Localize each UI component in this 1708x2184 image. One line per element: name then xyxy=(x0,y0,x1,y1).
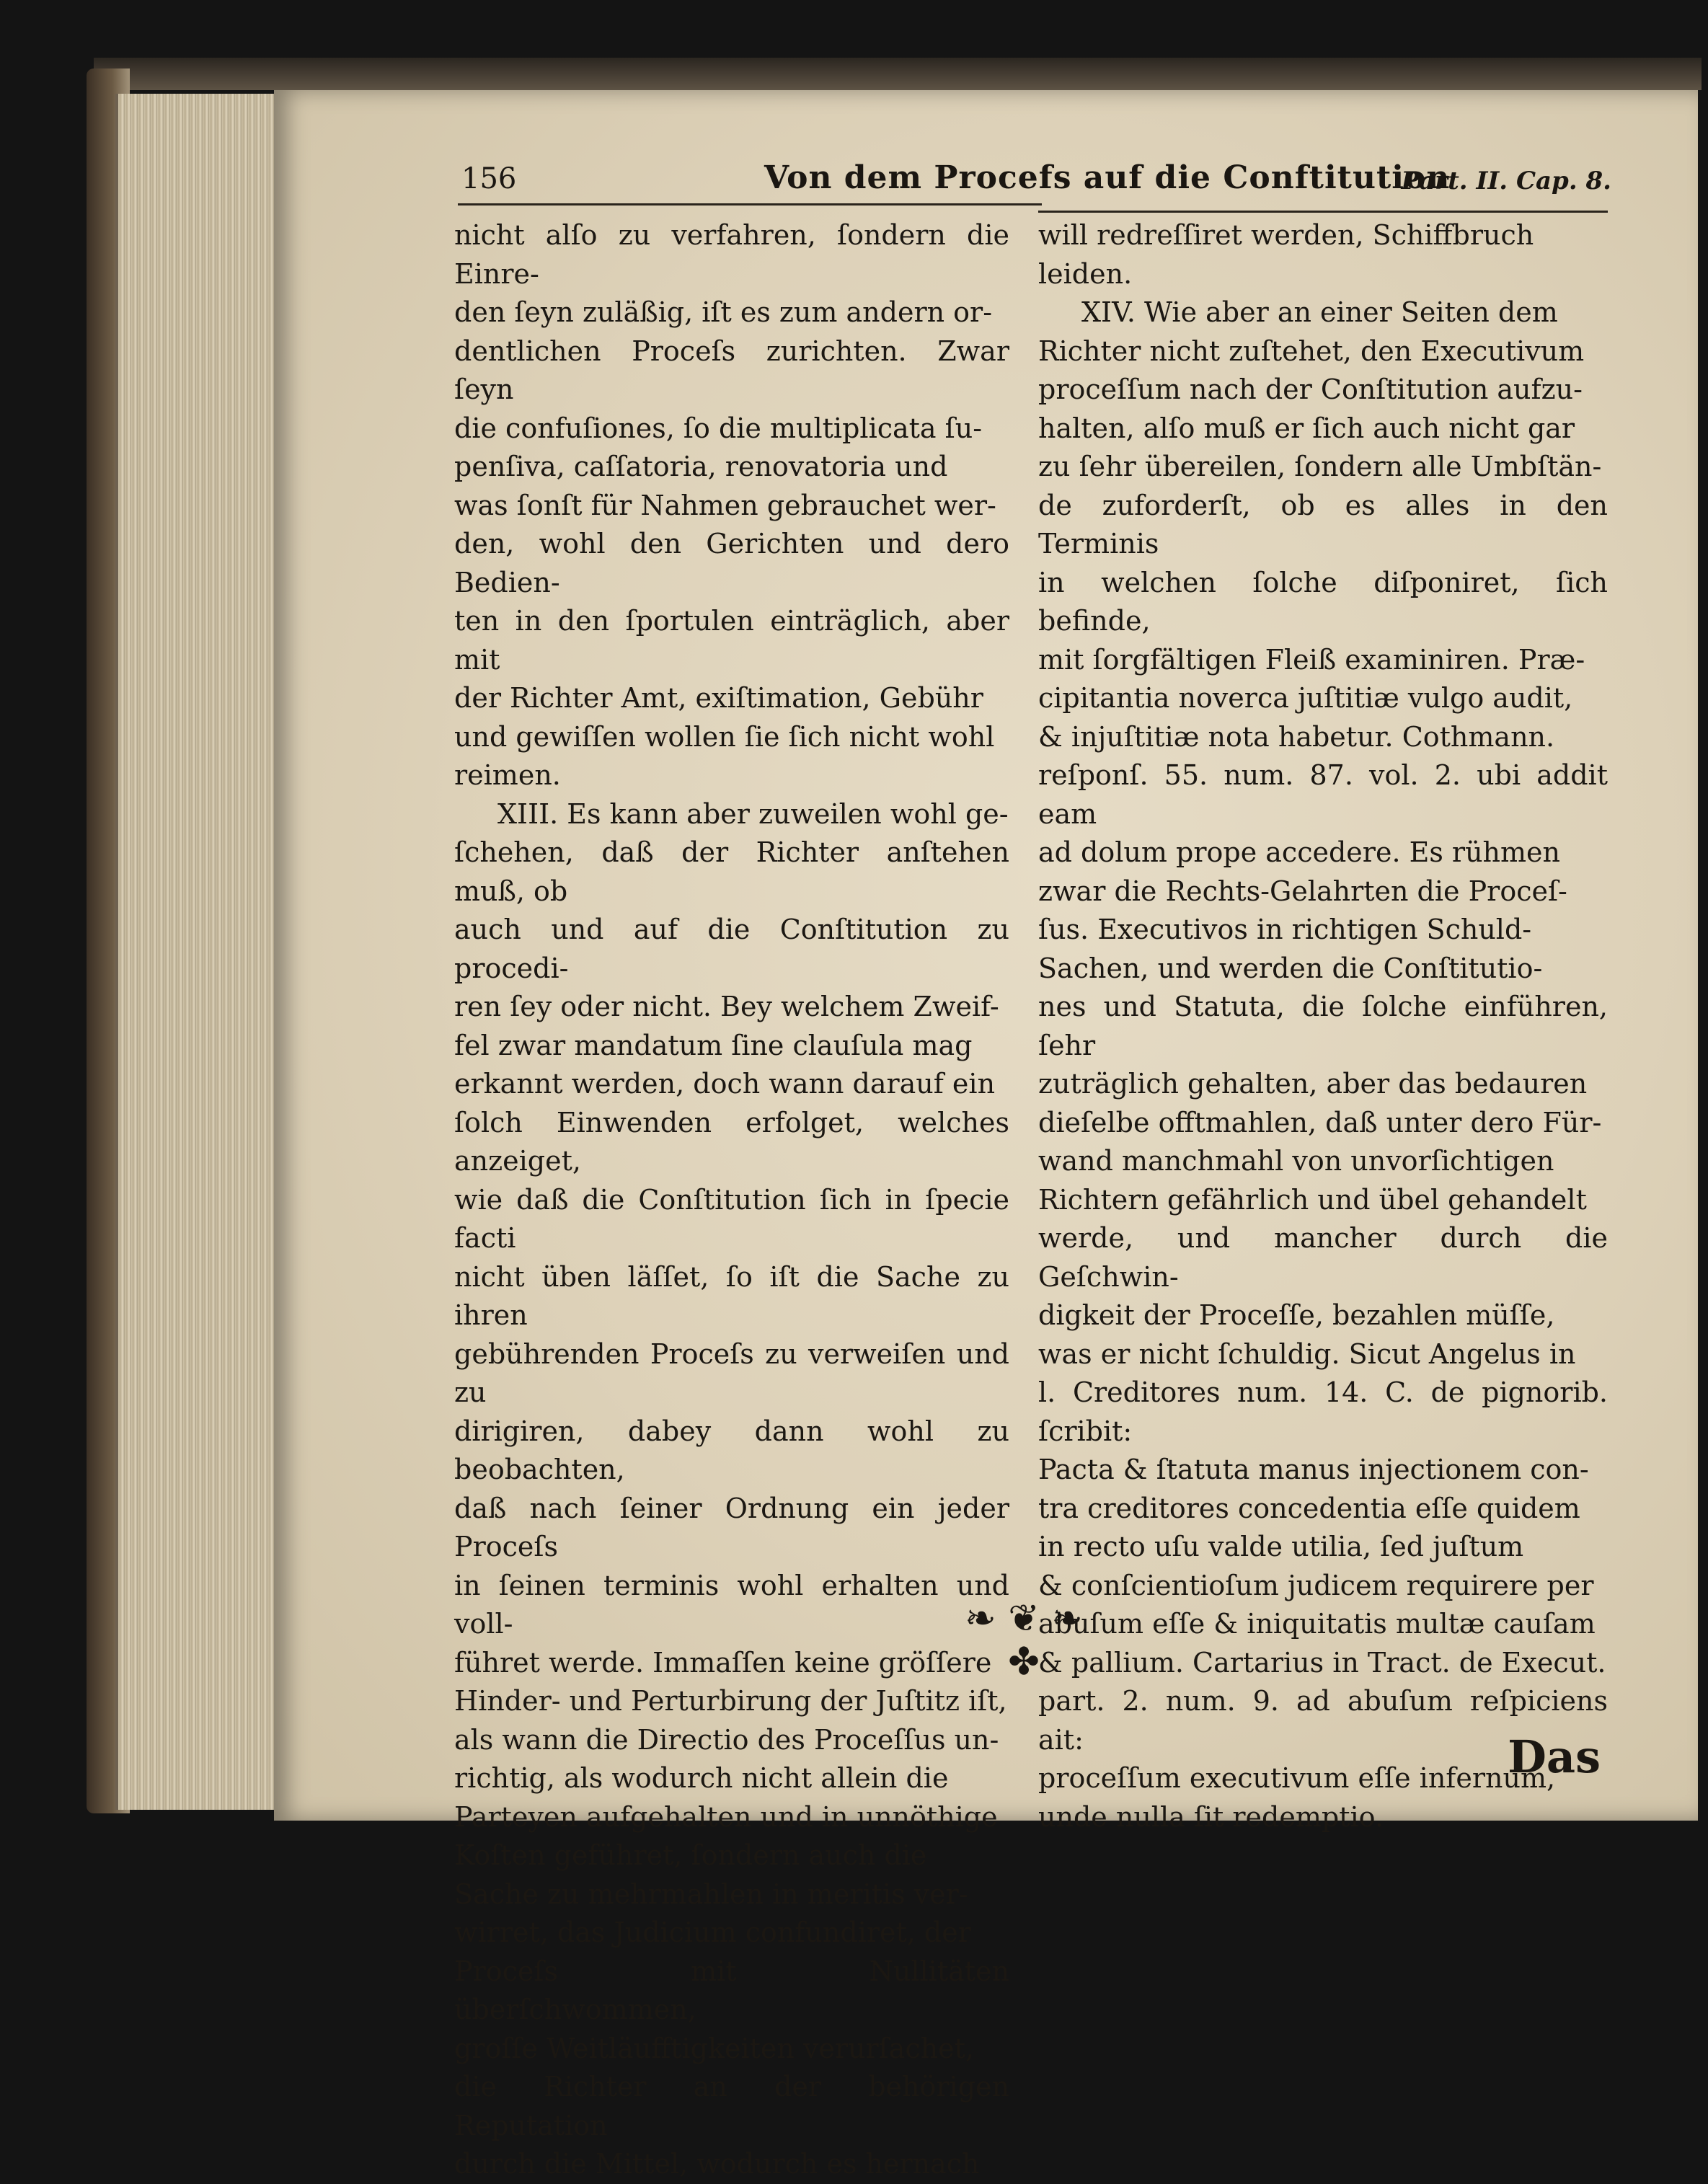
text-line: Proceſs mit Nullitäten überſchwommen, xyxy=(454,1955,1009,2025)
text-line: l. Creditores num. 14. C. de pignorib. ſcribit: xyxy=(1038,1376,1608,1447)
text-line: XIV. Wie aber an einer Seiten dem xyxy=(1081,296,1558,328)
text-line: proceſſum executivum eſſe infernum, xyxy=(1038,1762,1556,1794)
text-line: dentlichen Proceſs zurichten. Zwar ſeyn xyxy=(454,335,1009,405)
text-line: & pallium. Cartarius in Tract. de Execut. xyxy=(1038,1646,1606,1679)
text-line: ad dolum prope accedere. Es rühmen xyxy=(1038,836,1561,868)
text-line: daß nach ſeiner Ordnung ein jeder Proceſs xyxy=(454,1492,1009,1562)
text-line: Richtern gefährlich und übel gehandelt xyxy=(1038,1183,1587,1216)
text-line: nes und Statuta, die ſolche einführen, ſehr xyxy=(1038,991,1608,1061)
text-line: den, wohl den Gerichten und dero Bedien- xyxy=(454,528,1009,598)
text-line: abuſum eſſe & iniquitatis multæ cauſam xyxy=(1038,1608,1596,1640)
text-line: Richter nicht zuſtehet, den Executivum xyxy=(1038,335,1585,367)
text-line: reſponſ. 55. num. 87. vol. 2. ubi addit eam xyxy=(1038,759,1608,830)
text-line: ten in den ſportulen einträglich, aber mit xyxy=(454,605,1009,676)
text-line: unde nulla ſit redemptio. xyxy=(1038,1800,1384,1833)
text-line: nicht üben läſſet, ſo iſt die Sache zu ihren xyxy=(454,1260,1009,1331)
text-line: digkeit der Proceſſe, bezahlen müſſe, xyxy=(1038,1299,1555,1331)
text-line: was er nicht ſchuldig. Sicut Angelus in xyxy=(1038,1338,1576,1370)
text-line: richtig, als wodurch nicht allein die xyxy=(454,1762,949,1794)
text-line: wie daß die Conſtitution ſich in ſpecie facti xyxy=(454,1183,1009,1254)
catchword: Das xyxy=(1508,1730,1601,1783)
page-header xyxy=(461,159,1611,205)
text-line: den ſeyn zuläßig, iſt es zum andern or- xyxy=(454,296,993,328)
text-line: wand manchmahl von unvorſichtigen xyxy=(1038,1145,1554,1177)
text-line: werde, und mancher durch die Geſchwin- xyxy=(1038,1222,1608,1293)
text-line: & injuſtitiæ nota habetur. Cothmann. xyxy=(1038,720,1555,753)
text-line: penſiva, caſſatoria, renovatoria und xyxy=(454,451,948,482)
text-line: führet werde. Immaſſen keine gröſſere xyxy=(454,1646,992,1679)
text-line: fel zwar mandatum ſine clauſula mag xyxy=(454,1029,973,1061)
ornament-bottom: ✤ xyxy=(1008,1640,1040,1684)
part-chapter: Part. II. Cap. 8. xyxy=(1401,167,1611,195)
text-line: mit ſorgfältigen Fleiß examiniren. Præ- xyxy=(1038,643,1585,676)
ornament xyxy=(930,1597,1118,1684)
text-line: zuträglich gehalten, aber das bedauren xyxy=(1038,1068,1588,1100)
text-line: & conſcientioſum judicem requirere per xyxy=(1038,1569,1594,1601)
text-line: auch und auf die Conſtitution zu procedi- xyxy=(454,914,1009,984)
text-line: nicht alſo zu verfahren, ſondern die Einre- xyxy=(454,219,1009,290)
text-line: dieſelbe offtmahlen, daß unter dero Für- xyxy=(1038,1106,1602,1139)
text-line: erkannt werden, doch wann darauf ein xyxy=(454,1068,996,1100)
text-line: ſus. Executivos in richtigen Schuld- xyxy=(1038,914,1532,945)
text-line: XIII. Es kann aber zuweilen wohl ge- xyxy=(497,797,1009,830)
text-line: zu ſehr übereilen, ſondern alle Umbſtän- xyxy=(1038,451,1602,482)
text-line: der Richter Amt, exiſtimation, Gebühr xyxy=(454,682,983,714)
text-line: wirret, das Judicium confundiret, der xyxy=(454,1916,971,1948)
header-rule-right xyxy=(1038,211,1608,213)
text-line: dirigiren, dabey dann wohl zu beobachten, xyxy=(454,1415,1009,1485)
text-line: Koſten geführet, ſondern auch die xyxy=(454,1839,927,1871)
text-line: groſſe Weitläufftigkeiten verurſachet, xyxy=(454,2032,975,2064)
book-cover-top xyxy=(94,58,1702,90)
text-line: und gewiſſen wollen ſie ſich nicht wohl xyxy=(454,720,995,753)
text-line: die confuſiones, ſo die multiplicata ſu- xyxy=(454,412,983,444)
text-line: in recto uſu valde utilia, ſed juſtum xyxy=(1038,1531,1524,1562)
text-line: de zuforderſt, ob es alles in den Terminis xyxy=(1038,489,1608,560)
text-line: cipitantia noverca juſtitiæ vulgo audit, xyxy=(1038,682,1573,714)
ornament-top: ❧ ❦ ❧ xyxy=(965,1597,1083,1640)
text-line: was ſonſt für Nahmen gebrauchet wer- xyxy=(454,489,996,521)
right-column xyxy=(1038,216,1608,1836)
text-line: Hinder- und Perturbirung der Juſtitz iſt, xyxy=(454,1685,1007,1717)
left-column xyxy=(454,216,1009,2184)
header-rule-left xyxy=(458,203,1042,205)
text-line: Parteyen aufgehalten und in unnöthige xyxy=(454,1800,998,1833)
text-line: ſolch Einwenden erfolget, welches anzeiget, xyxy=(454,1106,1009,1177)
text-line: die Richter an der behörigen Reputation xyxy=(454,2071,1009,2141)
text-line: ſchehen, daß der Richter anſtehen muß, ob xyxy=(454,836,1009,907)
running-title: Von dem Procefs auf die Conftitution xyxy=(764,159,1451,196)
text-line: in ſeinen terminis wohl erhalten und voll- xyxy=(454,1569,1009,1640)
text-line: halten, alſo muß er ſich auch nicht gar xyxy=(1038,412,1575,444)
text-line: Pacta & ſtatuta manus injectionem con- xyxy=(1038,1454,1589,1485)
text-line: durch die Mittel, wodurch es hernach xyxy=(454,2148,980,2180)
text-line: proceſſum nach der Conſtitution aufzu- xyxy=(1038,373,1583,405)
page-edges xyxy=(115,94,284,1810)
text-line: tra creditores concedentia eſſe quidem xyxy=(1038,1492,1580,1524)
text-line: zwar die Rechts-Gelahrten die Proceſ- xyxy=(1038,875,1567,907)
text-line: leiden. xyxy=(1038,257,1133,290)
text-line: gebührenden Proceſs zu verweiſen und zu xyxy=(454,1338,1009,1408)
text-line: ren ſey oder nicht. Bey welchem Zweif- xyxy=(454,991,999,1022)
text-line: reimen. xyxy=(454,759,561,791)
text-line: Sache zu mehrmahlen in meritis ver- xyxy=(454,1878,968,1910)
text-line: Sachen, und werden die Conſtitutio- xyxy=(1038,952,1543,984)
text-line: als wann die Directio des Proceſſus un- xyxy=(454,1723,999,1756)
text-line: in welchen ſolche diſponiret, ſich befinde, xyxy=(1038,566,1608,637)
text-line: will redreſſiret werden, Schiffbruch xyxy=(1038,219,1534,251)
text-line: part. 2. num. 9. ad abuſum reſpiciens ait: xyxy=(1038,1685,1608,1756)
page-number: 156 xyxy=(461,162,517,195)
